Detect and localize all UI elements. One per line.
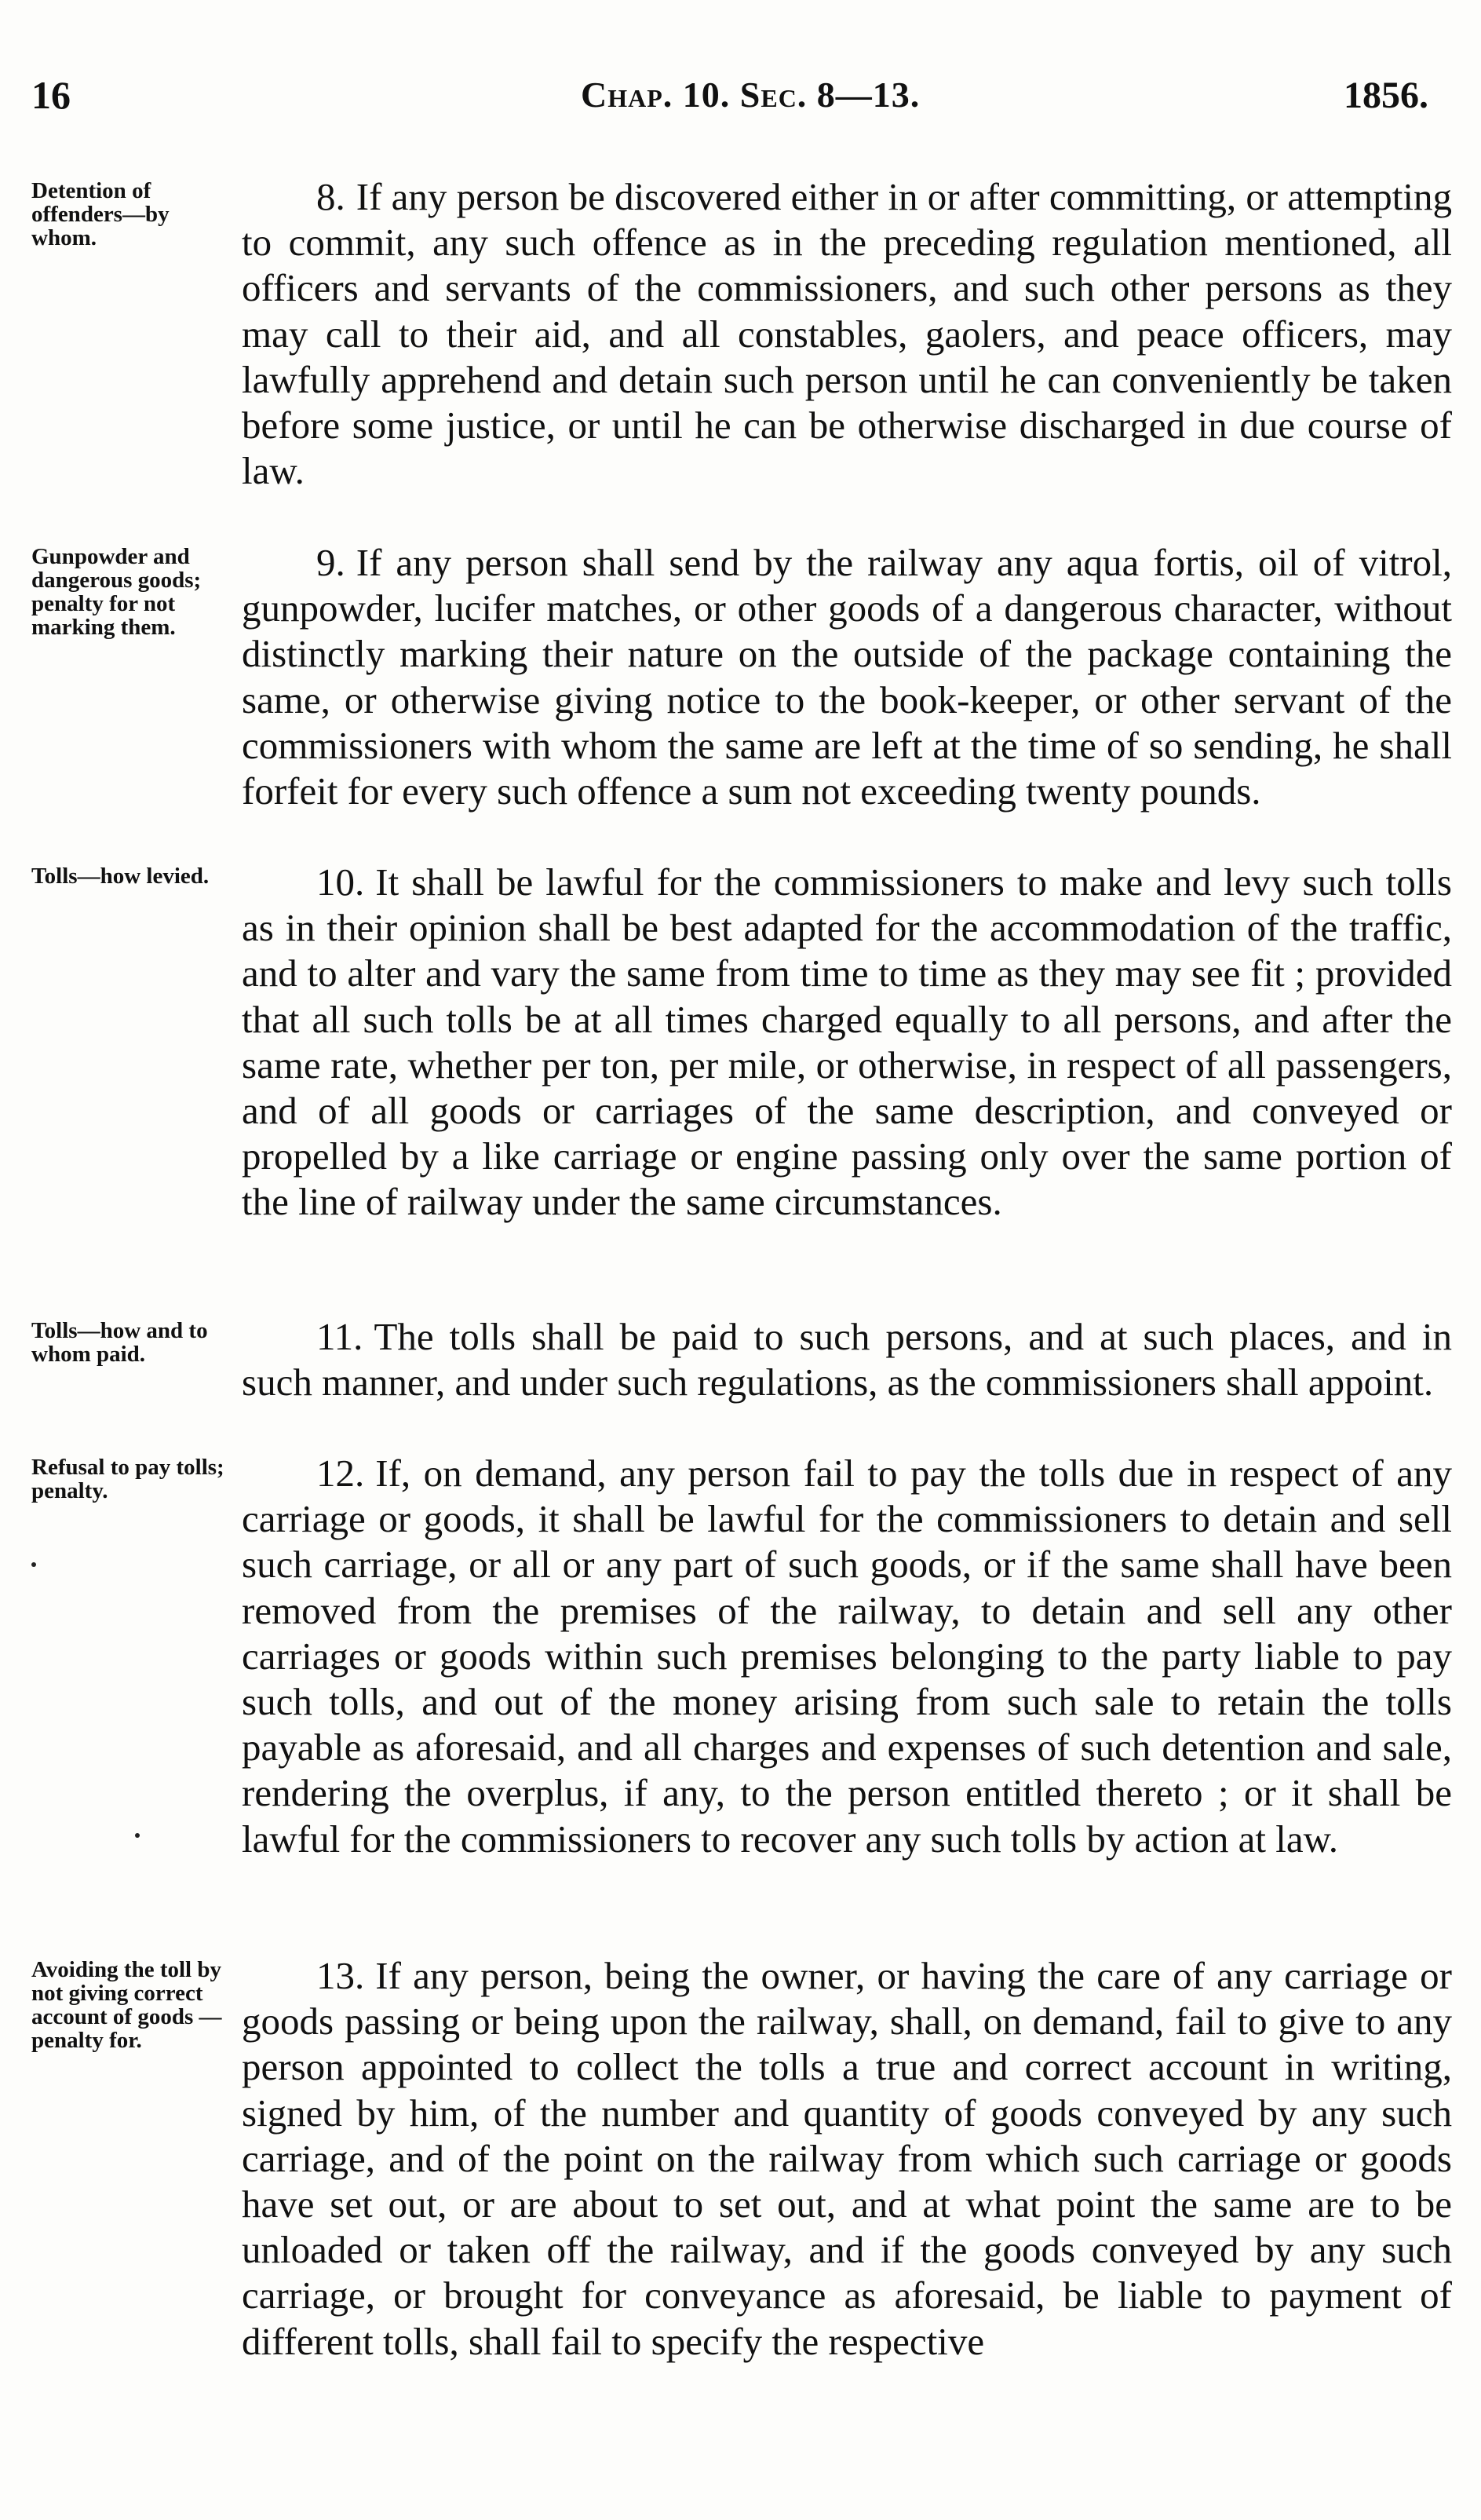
- section-body: [242, 540, 1452, 814]
- page-header: [31, 72, 1428, 135]
- section-body: [242, 1953, 1452, 2365]
- section-number: 8.: [316, 175, 345, 218]
- print-speck: [31, 1562, 36, 1567]
- section-body: [242, 1451, 1452, 1862]
- print-speck: [135, 1833, 140, 1838]
- margin-note: Tolls—how and to whom paid.: [31, 1318, 208, 1367]
- section-text: If any person, being the owner, or having the care of any carriage or goods passing or being upon the railway, shall, on demand, fail to give to any person appointed to collect the tolls a true and correct account in writing, signed by him, of the number and quantity of goods conveyed by any such carriage, and of the point on the railway from which such carriage or goods have set out, or are about to set out, and at what point the same are to be unloaded or taken off the railway, and if the goods conveyed by any such carriage, or brought for conveyance as aforesaid, be liable to payment of different tolls, shall fail to specify the respective: [242, 1954, 1452, 2363]
- section-number: 13.: [316, 1954, 365, 1997]
- section-body: [242, 860, 1452, 1225]
- section-body: [242, 1314, 1452, 1405]
- section-number: 10.: [316, 860, 365, 904]
- section-number: 11.: [316, 1315, 363, 1358]
- section-number: 12.: [316, 1452, 365, 1495]
- section-text: It shall be lawful for the commissioners to make and levy such tolls as in their opinion shall be best adapted for the accommodation of the traffic, and to alter and vary the same from time to time as they may see fit ; provided that all such tolls be at all times charged equally to all persons, and after the same rate, whether per ton, per mile, or otherwise, in respect of all passengers, and of all goods or carriages of the same description, and conveyed or propelled by a like carriage or engine passing only over the same portion of the line of railway under the same circumstances.: [242, 860, 1452, 1224]
- section-text: The tolls shall be paid to such persons, and at such places, and in such manner, and under such regulations, as the commissioners shall appoint.: [242, 1315, 1452, 1404]
- section-number: 9.: [316, 541, 345, 584]
- margin-note: Detention of offenders—by whom.: [31, 178, 170, 250]
- chapter-heading: Chap. 10. Sec. 8—13.: [581, 75, 921, 115]
- section-text: If, on demand, any person fail to pay the tolls due in respect of any carriage or goods, it shall be lawful for the commissioners to detain and sell such carriage, or all or any part of such goods, or if the same shall have been removed from the premises of the railway, to detain and sell any other carriages or goods within such premises belonging to the party liable to pay such tolls, and out of the money arising from such sale to retain the tolls payable as aforesaid, and all charges and expenses of such detention and sale, rendering the overplus, if any, to the person entitled thereto ; or it shall be lawful for the commissioners to recover any such tolls by action at law.: [242, 1452, 1452, 1861]
- year-label: 1856.: [1344, 75, 1428, 116]
- page-number: 16: [31, 73, 71, 117]
- section-text: If any person be discovered either in or after committing, or attempting to commit, any such offence as in the preceding regulation mentioned, all officers and servants of the commissioners, and such other persons as they may call to their aid, and all constables, gaolers, and peace officers, may lawfully apprehend and detain such person until he can conveniently be taken before some justice, or until he can be otherwise discharged in due course of law.: [242, 175, 1452, 493]
- margin-note: Refusal to pay tolls; penalty.: [31, 1455, 224, 1503]
- section-text: If any person shall send by the railway any aqua fortis, oil of vitrol, gunpowder, lucifer matches, or other goods of a dangerous character, without distinctly marking their nature on the outside of the package containing the same, or otherwise giving notice to the book-keeper, or other servant of the commissioners with whom the same are left at the time of so sending, he shall forfeit for every such offence a sum not exceeding twenty pounds.: [242, 541, 1452, 813]
- margin-note: Gunpowder and dangerous goods; penalty for not marking them.: [31, 544, 202, 640]
- section-body: [242, 174, 1452, 494]
- margin-note: Avoiding the toll by not giving correct account of goods —penalty for.: [31, 1957, 222, 2053]
- margin-note: Tolls—how levied.: [31, 864, 210, 889]
